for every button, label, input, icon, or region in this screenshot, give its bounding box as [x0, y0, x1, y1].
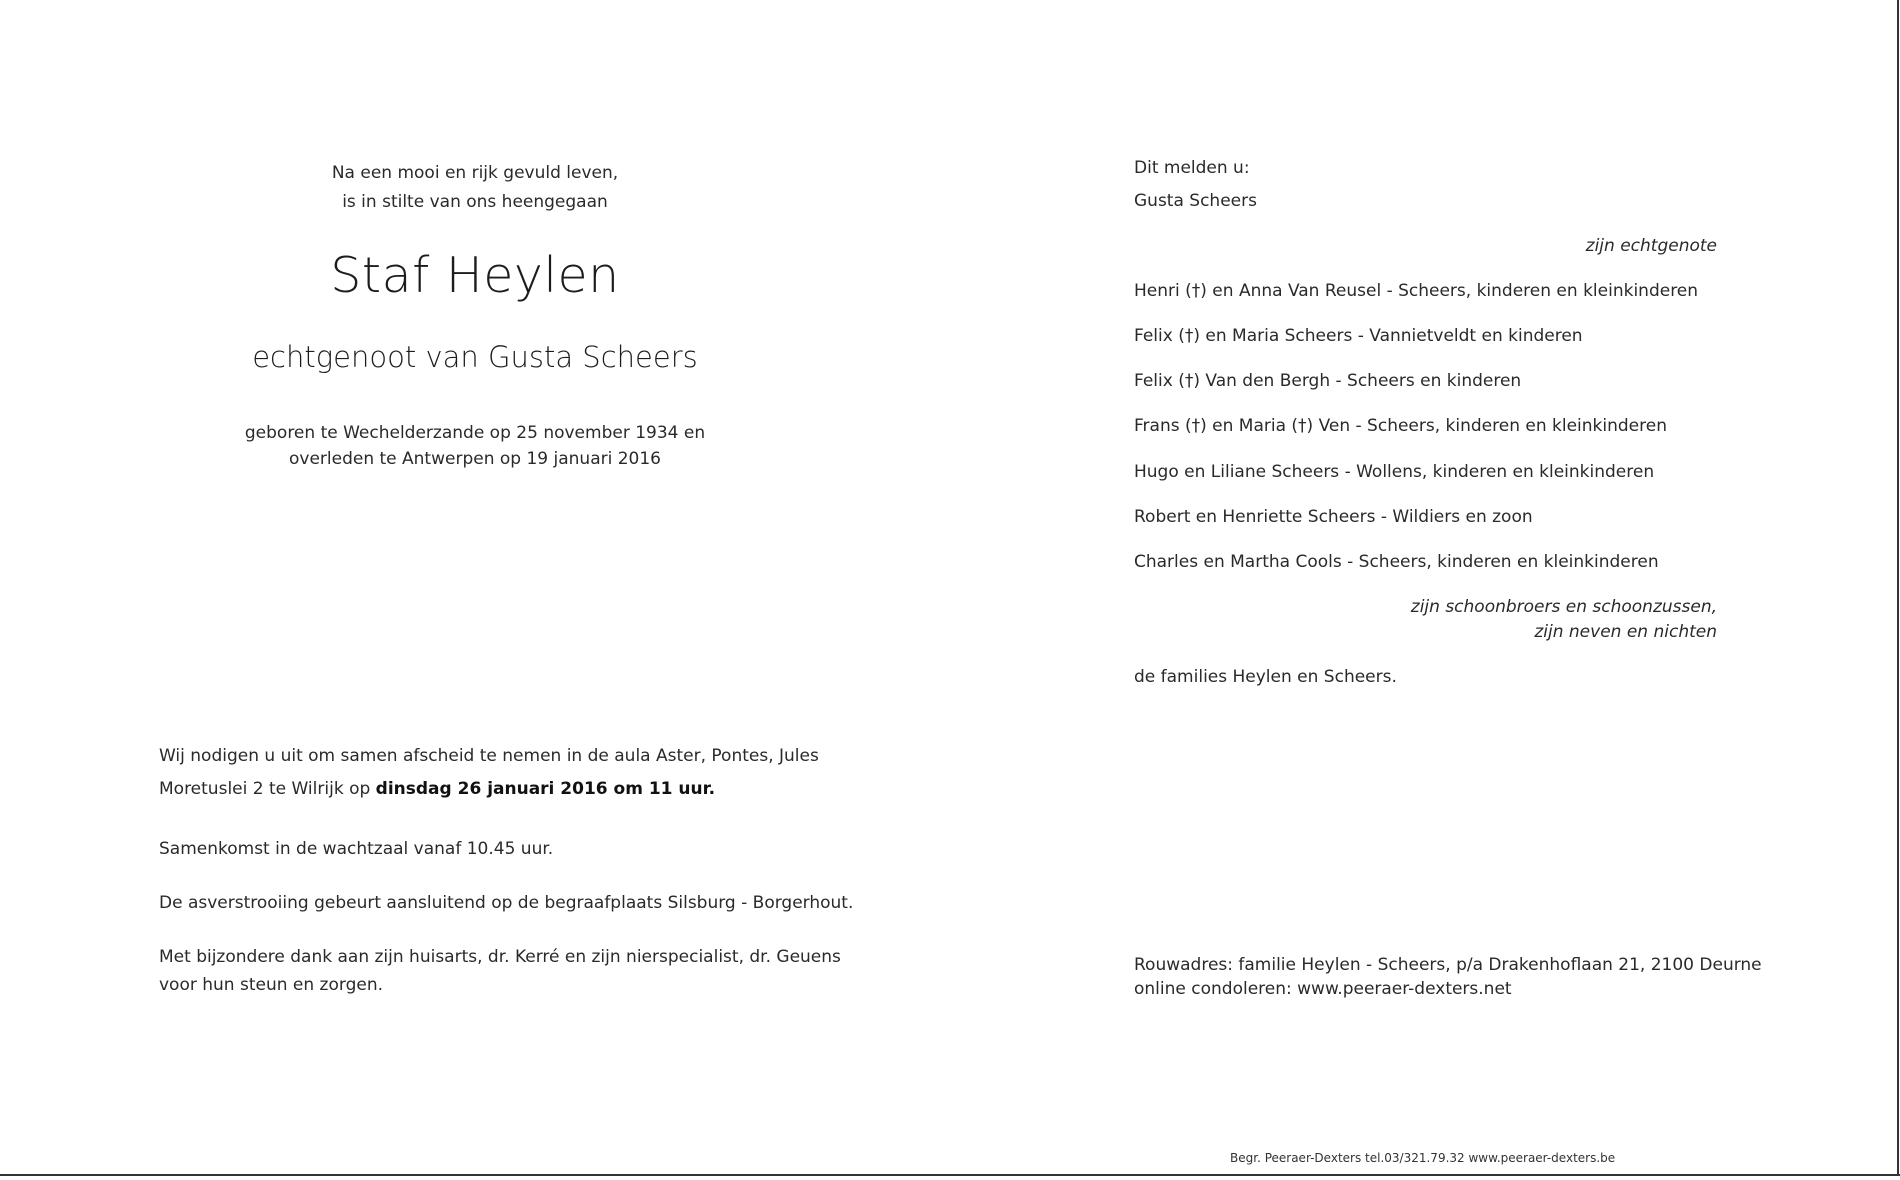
thanks-line-1: Met bijzondere dank aan zijn huisarts, dr. Kerré en zijn nierspecialist, dr. Geuens — [159, 947, 841, 967]
family-line: Charles en Martha Cools - Scheers, kinderen en kleinkinderen — [1134, 552, 1659, 572]
family-line: Felix (†) en Maria Scheers - Vannietveldt en kinderen — [1134, 326, 1583, 346]
families-line: de families Heylen en Scheers. — [1134, 667, 1397, 687]
death-line: overleden te Antwerpen op 19 januari 2016 — [288, 449, 662, 469]
intro-line-1: Na een mooi en rijk gevuld leven, — [331, 163, 619, 183]
page-border-right — [1897, 0, 1899, 1176]
deceased-name: Staf Heylen — [330, 247, 620, 304]
announce-line: Dit melden u: — [1134, 158, 1250, 178]
family-line: Hugo en Liliane Scheers - Wollens, kinderen en kleinkinderen — [1134, 462, 1655, 482]
invitation-line-2 — [159, 779, 715, 799]
condolence-line: online condoleren: www.peeraer-dexters.net — [1134, 979, 1512, 999]
invitation-location: Moretuslei 2 te Wilrijk op — [159, 779, 371, 799]
scattering-line: De asverstrooiing gebeurt aansluitend op de begraafplaats Silsburg - Borgerhout. — [159, 893, 854, 913]
footer-funeral-home: Begr. Peeraer-Dexters tel.03/321.79.32 www.peeraer-dexters.be — [1230, 1151, 1616, 1165]
birth-line: geboren te Wechelderzande op 25 november 1934 en — [244, 423, 706, 443]
family-role-2: zijn neven en nichten — [1534, 622, 1717, 642]
page-border-bottom — [0, 1174, 1900, 1176]
family-line: Robert en Henriette Scheers - Wildiers en zoon — [1134, 507, 1533, 527]
gathering-line: Samenkomst in de wachtzaal vanaf 10.45 uur. — [159, 839, 554, 859]
widow-role: zijn echtgenote — [1585, 236, 1717, 256]
family-line: Henri (†) en Anna Van Reusel - Scheers, kinderen en kleinkinderen — [1134, 281, 1699, 301]
ceremony-date: dinsdag 26 januari 2016 om 11 uur. — [375, 779, 716, 799]
family-line: Frans (†) en Maria (†) Ven - Scheers, kinderen en kleinkinderen — [1134, 416, 1667, 436]
thanks-line-2: voor hun steun en zorgen. — [159, 975, 383, 995]
widow-name: Gusta Scheers — [1134, 191, 1257, 211]
intro-line-2: is in stilte van ons heengegaan — [342, 192, 608, 212]
spouse-line: echtgenoot van Gusta Scheers — [252, 340, 698, 374]
family-line: Felix (†) Van den Bergh - Scheers en kinderen — [1134, 371, 1522, 391]
family-role-1: zijn schoonbroers en schoonzussen, — [1410, 597, 1717, 617]
invitation-line-1: Wij nodigen u uit om samen afscheid te nemen in de aula Aster, Pontes, Jules — [159, 746, 819, 766]
address-line: Rouwadres: familie Heylen - Scheers, p/a Drakenhoflaan 21, 2100 Deurne — [1134, 955, 1762, 975]
